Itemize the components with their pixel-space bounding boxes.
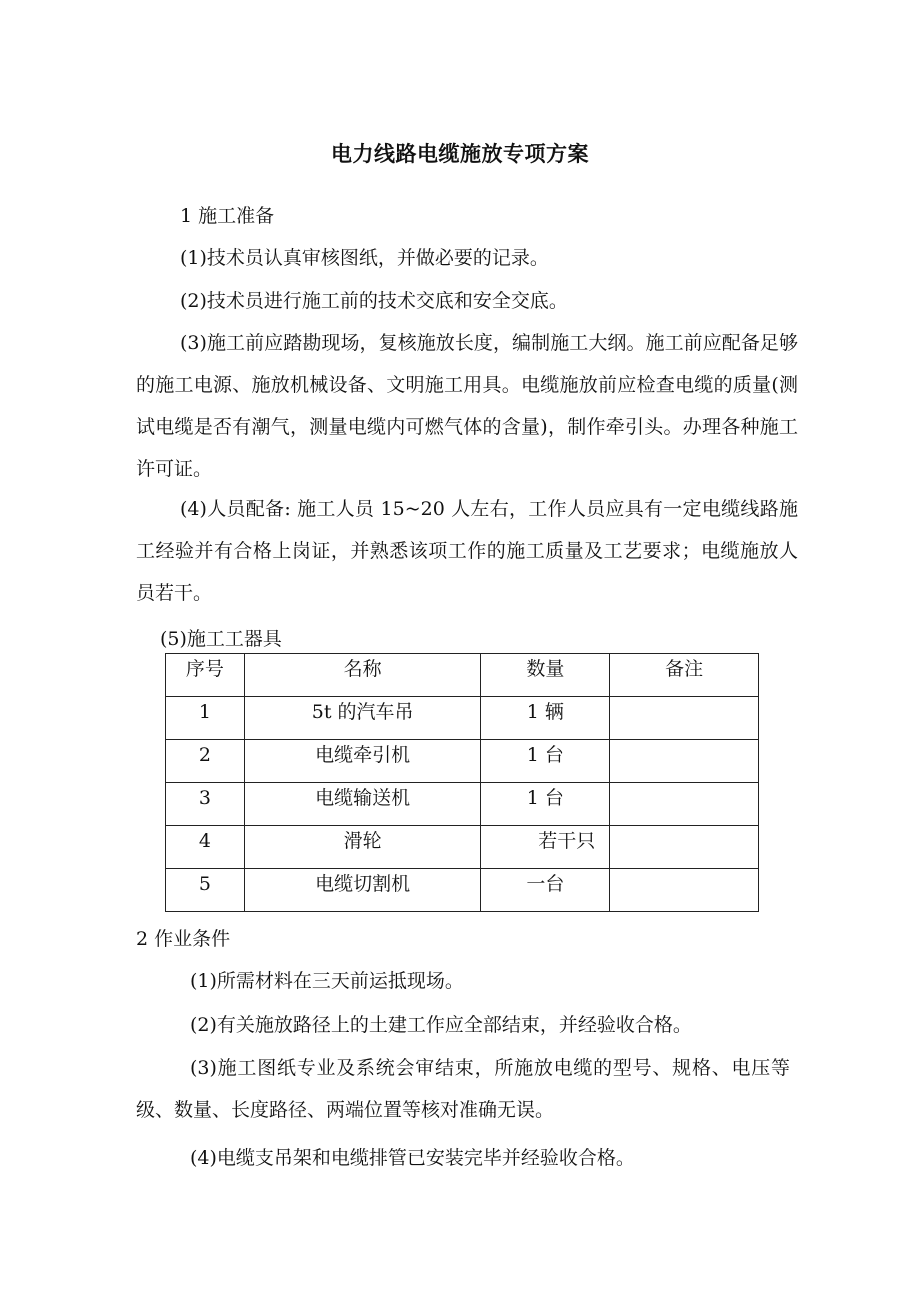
cell-remarks bbox=[610, 740, 759, 783]
tools-table bbox=[165, 653, 759, 912]
section1-item-1: (1)技术员认真审核图纸，并做必要的记录。 bbox=[180, 247, 549, 269]
cell-quantity: 1 辆 bbox=[481, 697, 610, 740]
header-quantity: 数量 bbox=[481, 654, 610, 697]
section1-item-3 bbox=[136, 322, 798, 490]
table-header-row bbox=[166, 654, 759, 697]
section1-heading: 1 施工准备 bbox=[180, 205, 275, 227]
section2-item-4: (4)电缆支吊架和电缆排管已安装完毕并经验收合格。 bbox=[190, 1147, 635, 1169]
table-row bbox=[166, 826, 759, 869]
cell-quantity: 若干只 bbox=[481, 826, 610, 869]
table-row bbox=[166, 697, 759, 740]
cell-index: 3 bbox=[166, 783, 245, 826]
section2-item-2: (2)有关施放路径上的土建工作应全部结束，并经验收合格。 bbox=[190, 1014, 692, 1036]
header-name: 名称 bbox=[244, 654, 481, 697]
cell-index: 1 bbox=[166, 697, 245, 740]
section1-item-3-text: (3)施工前应踏勘现场，复核施放长度，编制施工大纲。施工前应配备足够的施工电源、施放机械设备、文明施工用具。电缆施放前应检查电缆的质量(测试电缆是否有潮气，测量电缆内可燃气体的含量)，制作牵引头。办理各种施工许可证。 bbox=[136, 332, 798, 480]
section2-item-1: (1)所需材料在三天前运抵现场。 bbox=[190, 970, 464, 992]
section2-heading: 2 作业条件 bbox=[136, 928, 231, 950]
table-row bbox=[166, 869, 759, 912]
cell-name: 电缆切割机 bbox=[244, 869, 481, 912]
document-title: 电力线路电缆施放专项方案 bbox=[331, 142, 589, 166]
section1-item-4-text: (4)人员配备: 施工人员 15~20 人左右，工作人员应具有一定电缆线路施工经验并有合格上岗证，并熟悉该项工作的施工质量及工艺要求；电缆施放人员若干。 bbox=[136, 498, 798, 604]
cell-quantity: 1 台 bbox=[481, 740, 610, 783]
cell-index: 5 bbox=[166, 869, 245, 912]
section1-item-5-label: (5)施工工器具 bbox=[160, 628, 282, 650]
table-row bbox=[166, 783, 759, 826]
cell-index: 4 bbox=[166, 826, 245, 869]
cell-quantity: 1 台 bbox=[481, 783, 610, 826]
cell-remarks bbox=[610, 869, 759, 912]
cell-name: 5t 的汽车吊 bbox=[244, 697, 481, 740]
cell-quantity: 一台 bbox=[481, 869, 610, 912]
cell-index: 2 bbox=[166, 740, 245, 783]
cell-remarks bbox=[610, 826, 759, 869]
section2-item-3 bbox=[136, 1047, 790, 1131]
cell-name: 电缆牵引机 bbox=[244, 740, 481, 783]
header-index: 序号 bbox=[166, 654, 245, 697]
cell-name: 滑轮 bbox=[244, 826, 481, 869]
table-row bbox=[166, 740, 759, 783]
header-remarks: 备注 bbox=[610, 654, 759, 697]
cell-remarks bbox=[610, 697, 759, 740]
cell-name: 电缆输送机 bbox=[244, 783, 481, 826]
section1-item-2: (2)技术员进行施工前的技术交底和安全交底。 bbox=[180, 290, 568, 312]
cell-remarks bbox=[610, 783, 759, 826]
section1-item-4 bbox=[136, 488, 798, 614]
section2-item-3-text: (3)施工图纸专业及系统会审结束，所施放电缆的型号、规格、电压等级、数量、长度路径、两端位置等核对准确无误。 bbox=[136, 1057, 790, 1121]
